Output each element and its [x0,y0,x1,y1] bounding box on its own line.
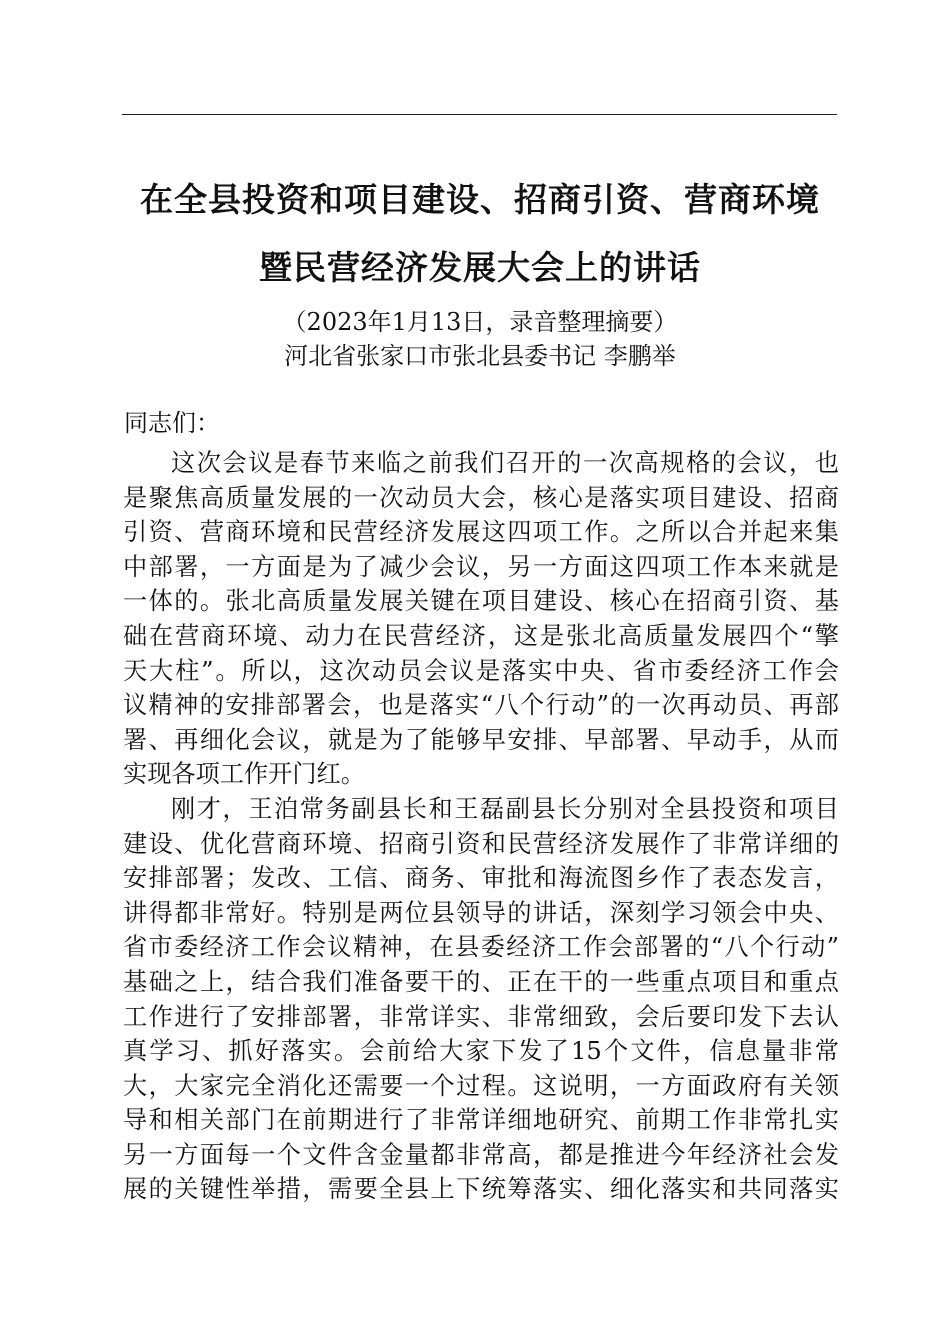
paragraph-line: 另一方面每一个文件含金量都非常高，都是推进今年经济社会发 [123,1140,839,1169]
paragraph-line: 省市委经济工作会议精神，在县委经济工作会部署的“八个行动” [123,933,839,962]
paragraph-line: 署、再细化会议，就是为了能够早安排、早部署、早动手，从而 [123,725,839,754]
paragraph-line: 议精神的安排部署会，也是落实“八个行动”的一次再动员、再部 [123,691,839,720]
paragraph-line: 引资、营商环境和民营经济发展这四项工作。之所以合并起来集 [123,518,839,547]
paragraph-line: 是聚焦高质量发展的一次动员大会，核心是落实项目建设、招商 [123,483,839,512]
paragraph-line: 展的关键性举措，需要全县上下统筹落实、细化落实和共同落实 [123,1175,839,1204]
document-body [123,446,839,1207]
paragraph-line: 工作进行了安排部署，非常详实、非常细致，会后要印发下去认 [123,1002,839,1031]
paragraph-line: 础在营商环境、动力在民营经济，这是张北高质量发展四个“擎 [123,621,839,650]
paragraph-line: 刚才，王泊常务副县长和王磊副县长分别对全县投资和项目 [171,794,839,823]
paragraph-line: 导和相关部门在前期进行了非常详细地研究、前期工作非常扎实 [123,1106,839,1135]
paragraph-line: 中部署，一方面是为了减少会议，另一方面这四项工作本来就是 [123,552,839,581]
paragraph-line: 讲得都非常好。特别是两位县领导的讲话，深刻学习领会中央、 [123,898,839,927]
greeting: 同志们： [124,409,220,437]
document-author: 河北省张家口市张北县委书记 李鹏举 [284,342,676,370]
paragraph-line: 这次会议是春节来临之前我们召开的一次高规格的会议，也 [171,449,839,477]
document-title-line-2: 暨民营经济发展大会上的讲话 [259,248,701,287]
paragraph-line: 天大柱”。所以，这次动员会议是落实中央、省市委经济工作会 [123,656,839,685]
document-subtitle: （2023年1月13日，录音整理摘要） [282,308,678,336]
paragraph-line: 实现各项工作开门红。 [123,760,365,789]
paragraph-line: 真学习、抓好落实。会前给大家下发了15个文件，信息量非常 [123,1037,839,1066]
paragraph-line: 一体的。张北高质量发展关键在项目建设、核心在招商引资、基 [123,587,839,616]
paragraph-line: 建设、优化营商环境、招商引资和民营经济发展作了非常详细的 [123,829,839,858]
paragraph-2 [123,792,839,1207]
header-rule [122,114,837,115]
paragraph-1 [123,446,839,792]
paragraph-line: 安排部署；发改、工信、商务、审批和海流图乡作了表态发言， [123,864,839,893]
paragraph-line: 基础之上，结合我们准备要干的、正在干的一些重点项目和重点 [123,967,839,996]
document-title-line-1: 在全县投资和项目建设、招商引资、营商环境 [140,180,820,219]
paragraph-line: 大，大家完全消化还需要一个过程。这说明，一方面政府有关领 [123,1071,839,1100]
